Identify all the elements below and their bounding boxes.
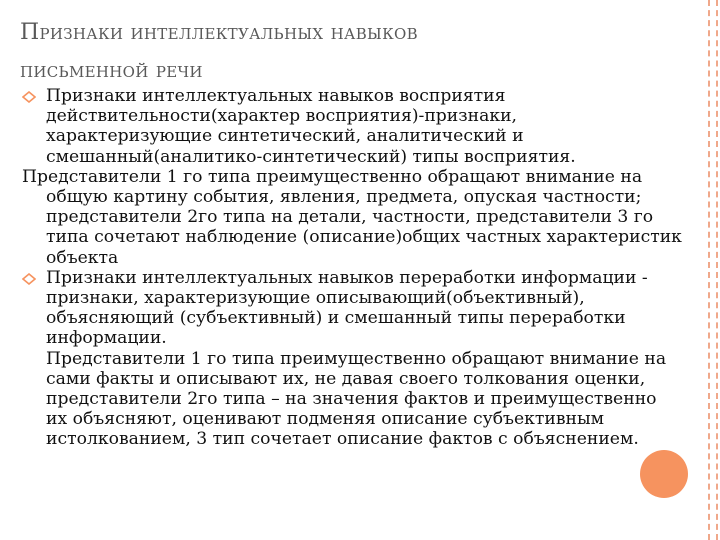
plain-paragraph-types [22, 167, 682, 268]
paragraph-text: Признаки интеллектуальных навыков восприятия действительности(характер восприятия)-признаки, характеризующие синтетический, аналитический и смешанный(аналитико-синтетический) типы восприятия. [46, 86, 576, 167]
hollow-diamond-icon [22, 273, 36, 285]
decorative-dashed-border-inner [716, 0, 718, 540]
paragraph-text: Представители 1 го типа преимущественно обращают внимание на общую картину события, явления, предмета, опуская частности; представители 2го типа на детали, частности, представители 3 го типа сочетают наблюдение (описание)общих частных характеристик объекта [22, 166, 682, 268]
slide-content [22, 86, 682, 450]
decorative-orange-circle [640, 450, 688, 498]
slide-title [20, 14, 700, 90]
title-line-2: письменной речи [20, 58, 203, 83]
hollow-diamond-icon [22, 91, 36, 103]
bullet-paragraph-processing [22, 268, 682, 450]
bullet-paragraph-perception [22, 86, 682, 167]
paragraph-continuation-text: Представители 1 го типа преимущественно обращают внимание на сами факты и описывают их, не давая своего толкования оценки, представители 2го типа – на значения фактов и преимущественно их объясняют, оценивают подменяя описание субъективным истолкованием, 3 тип сочетает описание фактов с объяснением. [46, 348, 667, 450]
decorative-dashed-border [708, 0, 710, 540]
paragraph-text: Признаки интеллектуальных навыков переработки информации - признаки, характеризующие описывающий(объективный), объясняющий (субъективный) и смешанный типы переработки информации. [46, 267, 648, 349]
title-line-1: Признаки интеллектуальных навыков [20, 20, 418, 45]
